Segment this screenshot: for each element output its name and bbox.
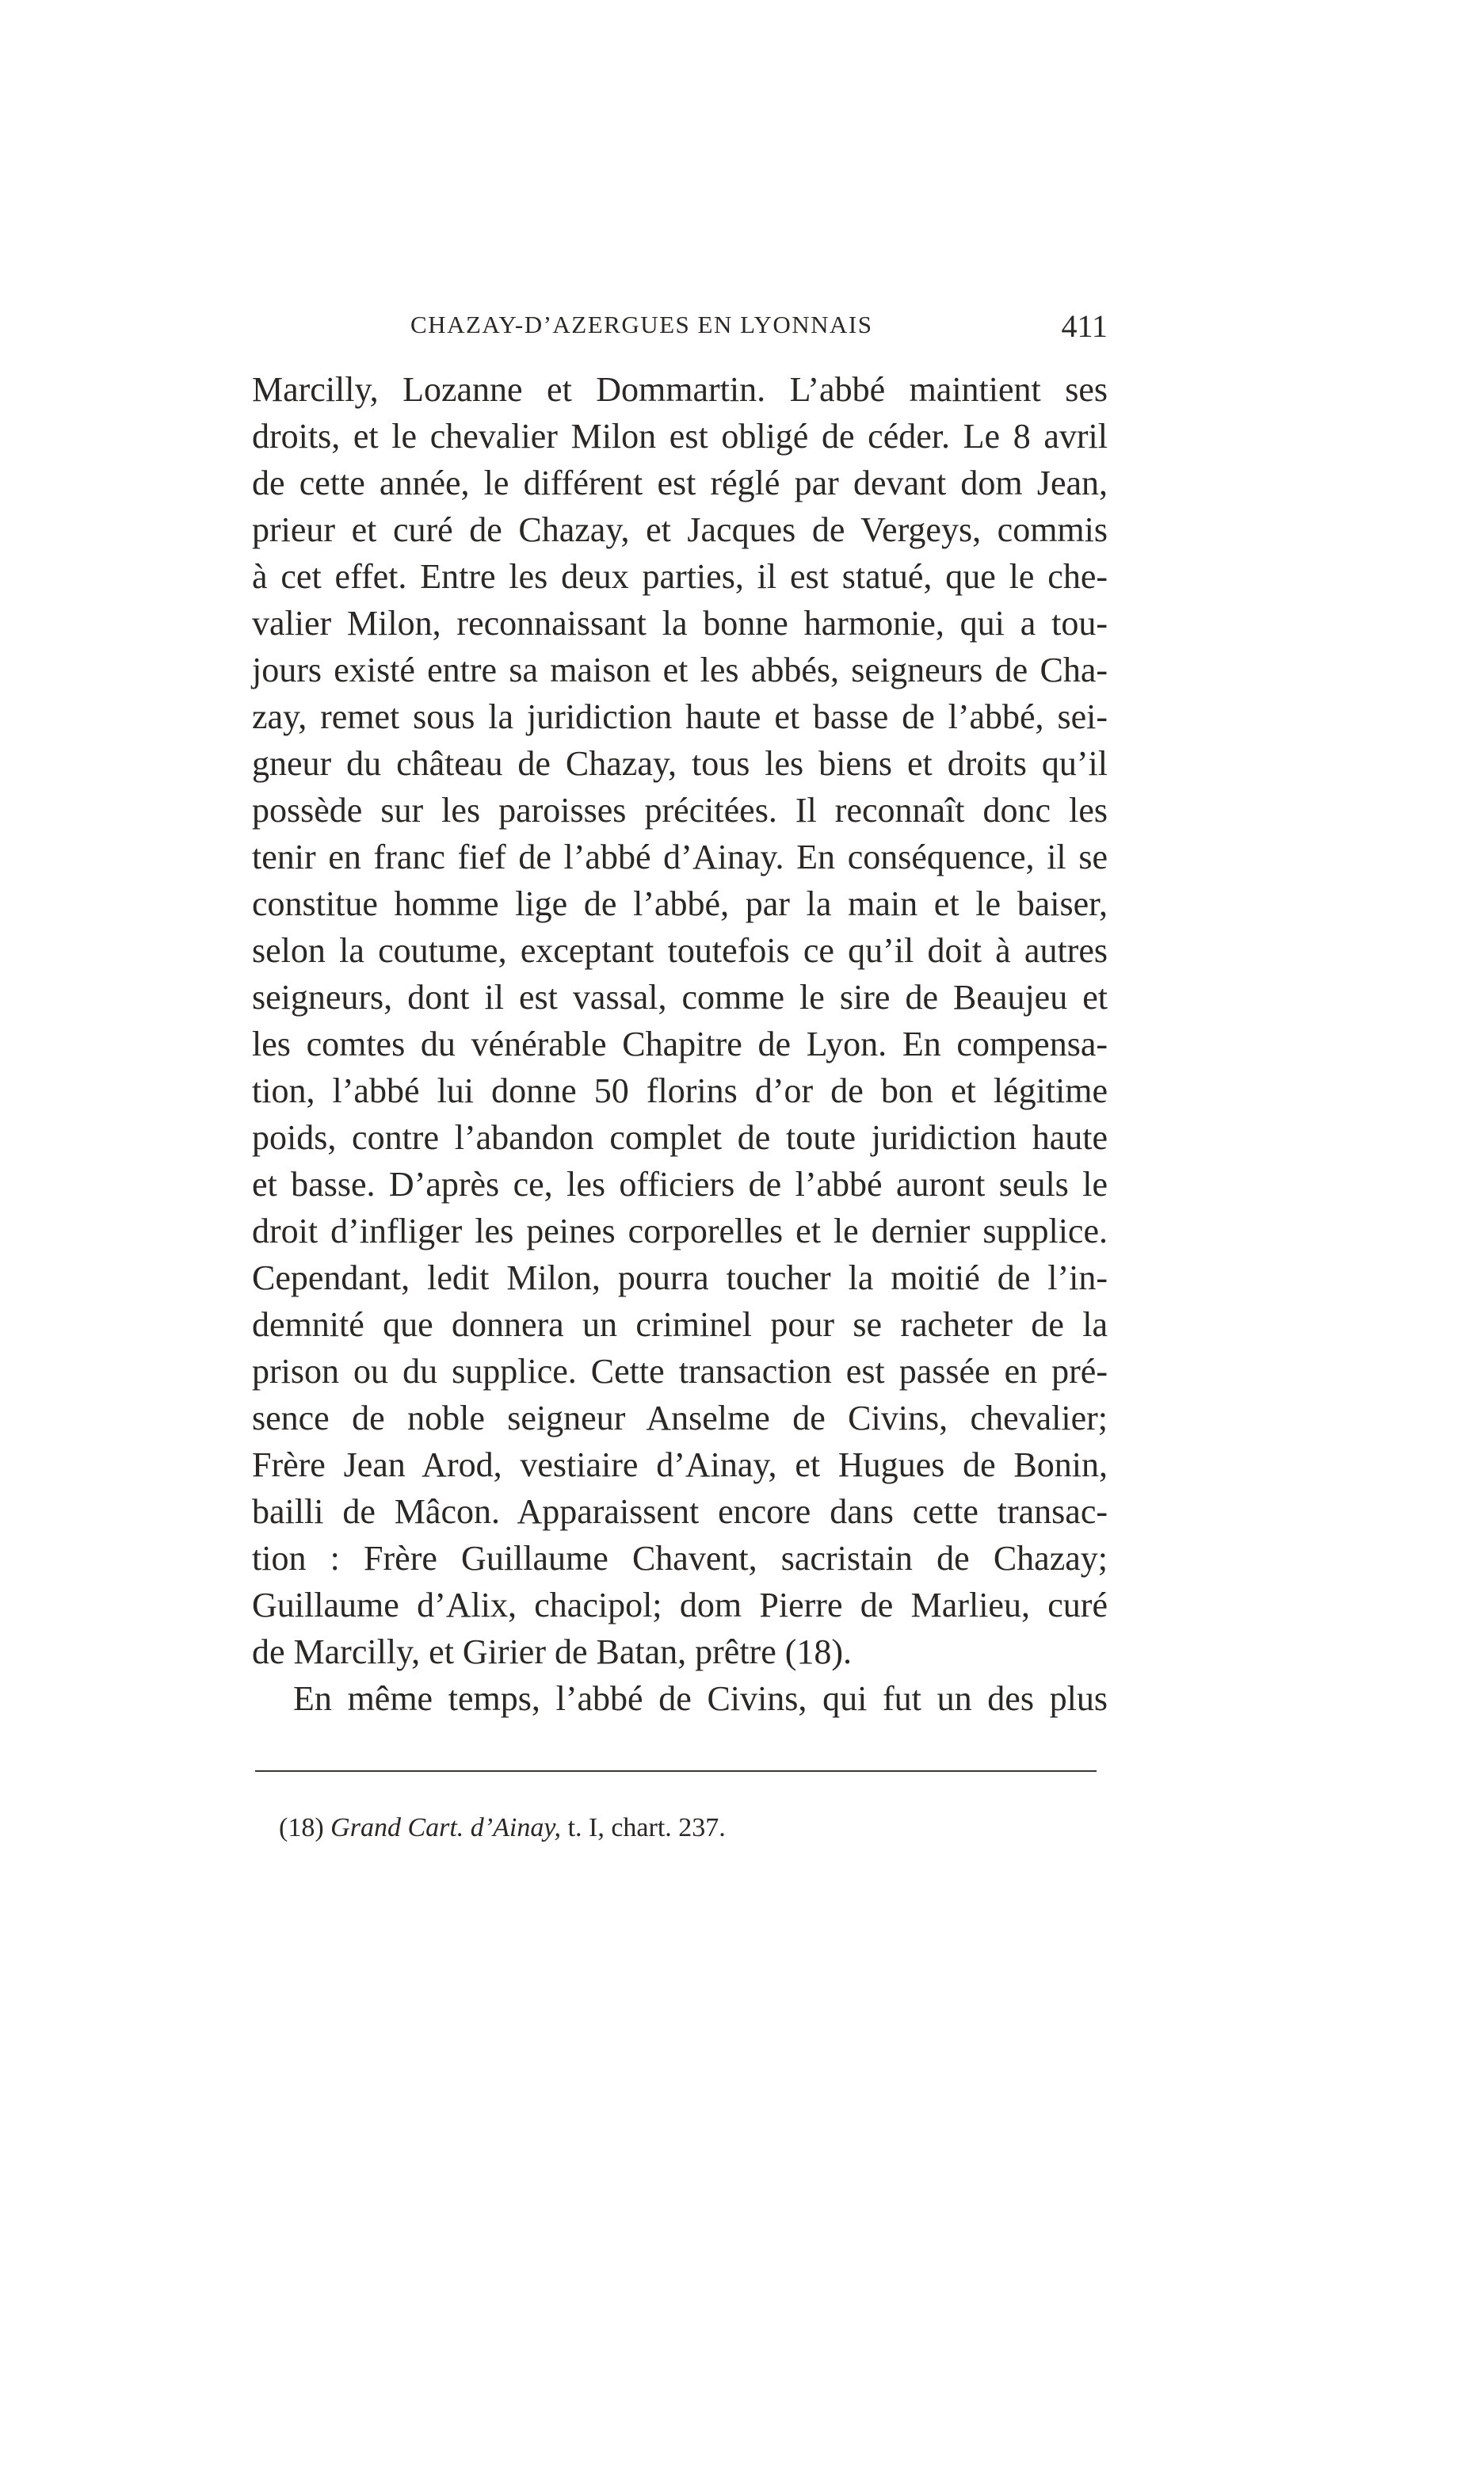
page-number: 411 <box>1061 308 1108 344</box>
text-line: tion : Frère Guillaume Chavent, sacristain de Chazay; <box>252 1539 1108 1578</box>
text-line: de Marcilly, et Girier de Batan, prêtre (18). <box>252 1632 853 1671</box>
text-line: seigneurs, dont il est vassal, comme le sire de Beaujeu et <box>252 978 1108 1017</box>
text-line: tion, l’abbé lui donne 50 florins d’or de bon et légitime <box>252 1071 1108 1110</box>
text-line: de cette année, le différent est réglé par devant dom Jean, <box>252 464 1108 502</box>
text-line: Guillaume d’Alix, chacipol; dom Pierre de Marlieu, curé <box>252 1586 1108 1624</box>
text-line: demnité que donnera un criminel pour se racheter de la <box>252 1305 1108 1344</box>
footnote-reference: t. I, chart. 237. <box>567 1813 726 1842</box>
running-title: CHAZAY-D’AZERGUES EN LYONNAIS <box>410 311 873 338</box>
text-line: prieur et curé de Chazay, et Jacques de Vergeys, commis <box>252 510 1108 549</box>
text-line: possède sur les paroisses précitées. Il reconnaît donc les <box>252 791 1108 830</box>
text-line: jours existé entre sa maison et les abbés, seigneurs de Cha- <box>252 651 1108 689</box>
footnote-marker: (18) <box>279 1813 324 1842</box>
text-line: Marcilly, Lozanne et Dommartin. L’abbé maintient ses <box>252 370 1108 409</box>
text-line: prison ou du supplice. Cette transaction est passée en pré- <box>252 1352 1108 1391</box>
text-line: poids, contre l’abandon complet de toute juridiction haute <box>252 1118 1108 1157</box>
footnote-source: Grand Cart. d’Ainay, <box>330 1813 562 1842</box>
text-line: bailli de Mâcon. Apparaissent encore dans cette transac- <box>252 1492 1108 1531</box>
text-line: à cet effet. Entre les deux parties, il est statué, que le che- <box>252 557 1108 596</box>
text-line: En même temps, l’abbé de Civins, qui fut un des plus <box>293 1679 1108 1718</box>
running-head <box>252 308 1108 350</box>
text-line: selon la coutume, exceptant toutefois ce qu’il doit à autres <box>252 931 1108 970</box>
text-line: Cependant, ledit Milon, pourra toucher la moitié de l’in- <box>252 1258 1108 1297</box>
text-line: droits, et le chevalier Milon est obligé de céder. Le 8 avril <box>252 417 1108 456</box>
text-line: valier Milon, reconnaissant la bonne harmonie, qui a tou- <box>252 604 1108 643</box>
text-line: sence de noble seigneur Anselme de Civins, chevalier; <box>252 1399 1108 1437</box>
text-line: les comtes du vénérable Chapitre de Lyon. En compensa- <box>252 1025 1108 1063</box>
text-line: Frère Jean Arod, vestiaire d’Ainay, et Hugues de Bonin, <box>252 1445 1108 1484</box>
text-line: et basse. D’après ce, les officiers de l’abbé auront seuls le <box>252 1165 1108 1204</box>
body-text <box>252 366 1108 1722</box>
text-line: droit d’infliger les peines corporelles et le dernier supplice. <box>252 1212 1108 1250</box>
text-line: tenir en franc fief de l’abbé d’Ainay. En conséquence, il se <box>252 838 1108 876</box>
footnote-rule <box>255 1770 1097 1772</box>
text-line: gneur du château de Chazay, tous les biens et droits qu’il <box>252 744 1108 783</box>
text-line: zay, remet sous la juridiction haute et basse de l’abbé, sei- <box>252 697 1108 736</box>
text-line: constitue homme lige de l’abbé, par la main et le baiser, <box>252 884 1108 923</box>
footnote <box>279 1813 726 1843</box>
